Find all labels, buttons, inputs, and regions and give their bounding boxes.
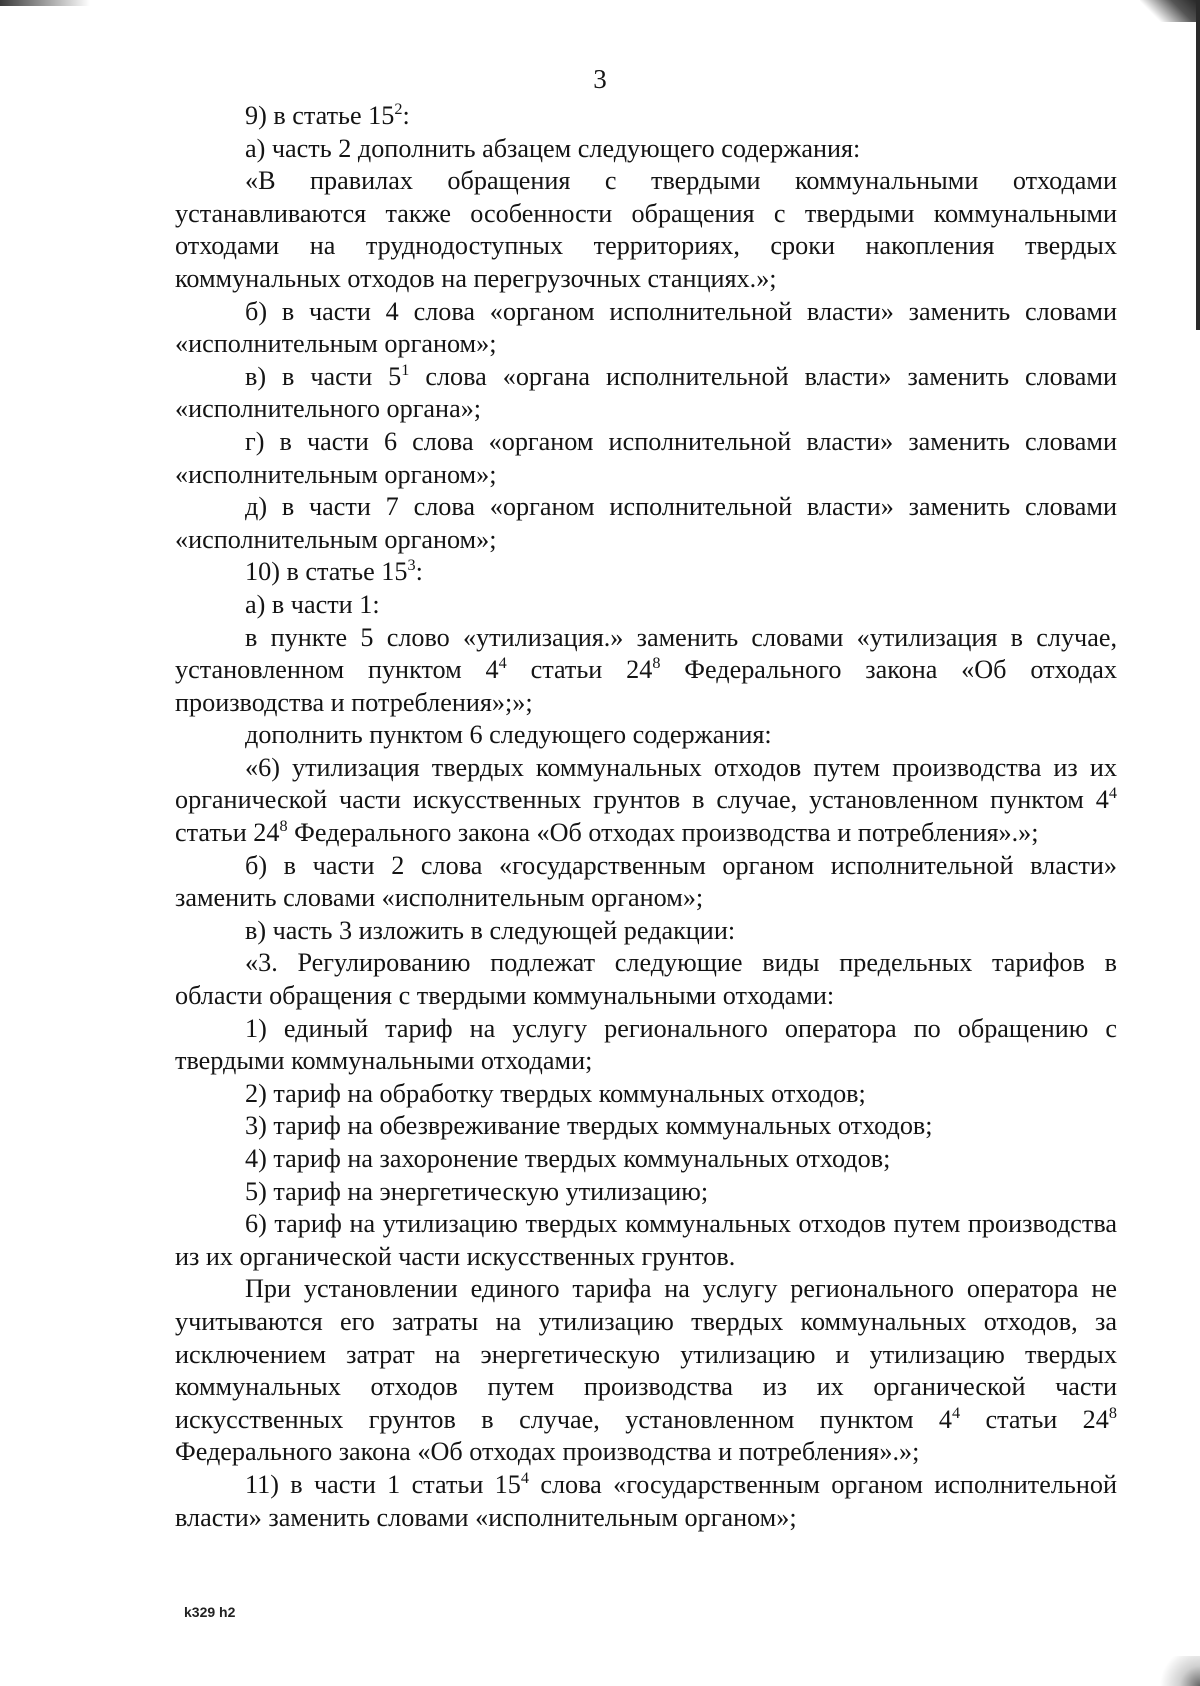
page-number: 3 (593, 64, 607, 94)
tariff-item: 5) тариф на энергетическую утилизацию; (245, 1176, 709, 1206)
tariff-item: 1) единый тариф на услугу регионального оператора по обращению с твердыми коммунальными отходами; (175, 1013, 1117, 1076)
item-10-heading: 10) в статье $15^3$: (245, 556, 423, 587)
item-10-v: в) часть 3 изложить в следующей редакции: (245, 915, 736, 945)
scan-shadow-bottom-right (1160, 1656, 1200, 1686)
item-9-v: в) в части $5^1$ слова «органа исполнительной власти» заменить словами «исполнительного органа»; (175, 360, 1118, 424)
item-10-b: б) в части 2 слова «государственным органом исполнительной власти» заменить словами «исполнительным органом»; (175, 850, 1117, 913)
item-9-d: д) в части 7 слова «органом исполнительной власти» заменить словами «исполнительным органом»; (175, 492, 1117, 554)
document-body (175, 100, 1117, 1534)
footer-document-code: k329 h2 (184, 1604, 236, 1620)
item-9-b: б) в части 4 слова «органом исполнительной власти» заменить словами «исполнительным органом»; (175, 296, 1117, 359)
item-11: 11) в части 1 статьи $15^4$ слова «государственным органом исполнительной власти» заменить словами «исполнительным органом»; (175, 1468, 1117, 1532)
scan-edge-right (1196, 0, 1200, 330)
scan-shadow-top-left (0, 0, 90, 6)
scan-shadow-top-right (1140, 0, 1200, 22)
item-10-a: а) в части 1: (245, 589, 380, 619)
item-9-a-text: «В правилах обращения с твердыми коммунальными отходами устанавливаются также особенности обращения с твердыми коммунальными отходами на труднодоступных территориях, сроки накопления твердых коммунальных отходов на перегрузочных станциях.»; (175, 166, 1117, 293)
item-10-final-paragraph: При установлении единого тарифа на услугу регионального оператора не учитываются его затраты на утилизацию твердых коммунальных отходов, за исключением затрат на энергетическую утилизацию и утилизацию твердых коммунальных отходов путем производства из их органической части искусственных грунтов в случае, установленном пунктом $4^4$ статьи $24^8$ Федерального закона «Об отходах производства и потребления».»; (175, 1274, 1117, 1467)
tariff-item: 6) тариф на утилизацию твердых коммунальных отходов путем производства из их органической части искусственных грунтов. (175, 1209, 1117, 1271)
tariff-item: 3) тариф на обезвреживание твердых коммунальных отходов; (245, 1111, 933, 1141)
item-10-v-text: «3. Регулированию подлежат следующие виды предельных тарифов в области обращения с твердыми коммунальными отходами: (175, 948, 1117, 1011)
item-10-a-point6: «6) утилизация твердых коммунальных отходов путем производства из их органической части искусственных грунтов в случае, установленном пунктом $4^4$ статьи $24^8$ Федерального закона «Об отходах производства и потребления».»; (175, 752, 1117, 848)
item-9-a: а) часть 2 дополнить абзацем следующего содержания: (245, 133, 861, 163)
item-10-a-point5: в пункте 5 слово «утилизация.» заменить словами «утилизация в случае, установленном пунктом $4^4$ статьи $24^8$ Федерального закона «Об отходах производства и потребления»;»; (175, 622, 1117, 717)
item-9-heading: 9) в статье $15^2$: (245, 99, 410, 130)
item-10-a-add: дополнить пунктом 6 следующего содержания: (245, 720, 772, 750)
item-9-g: г) в части 6 слова «органом исполнительной власти» заменить словами «исполнительным органом»; (175, 426, 1117, 489)
tariff-item: 4) тариф на захоронение твердых коммунальных отходов; (245, 1144, 891, 1173)
tariff-item: 2) тариф на обработку твердых коммунальных отходов; (245, 1078, 866, 1108)
